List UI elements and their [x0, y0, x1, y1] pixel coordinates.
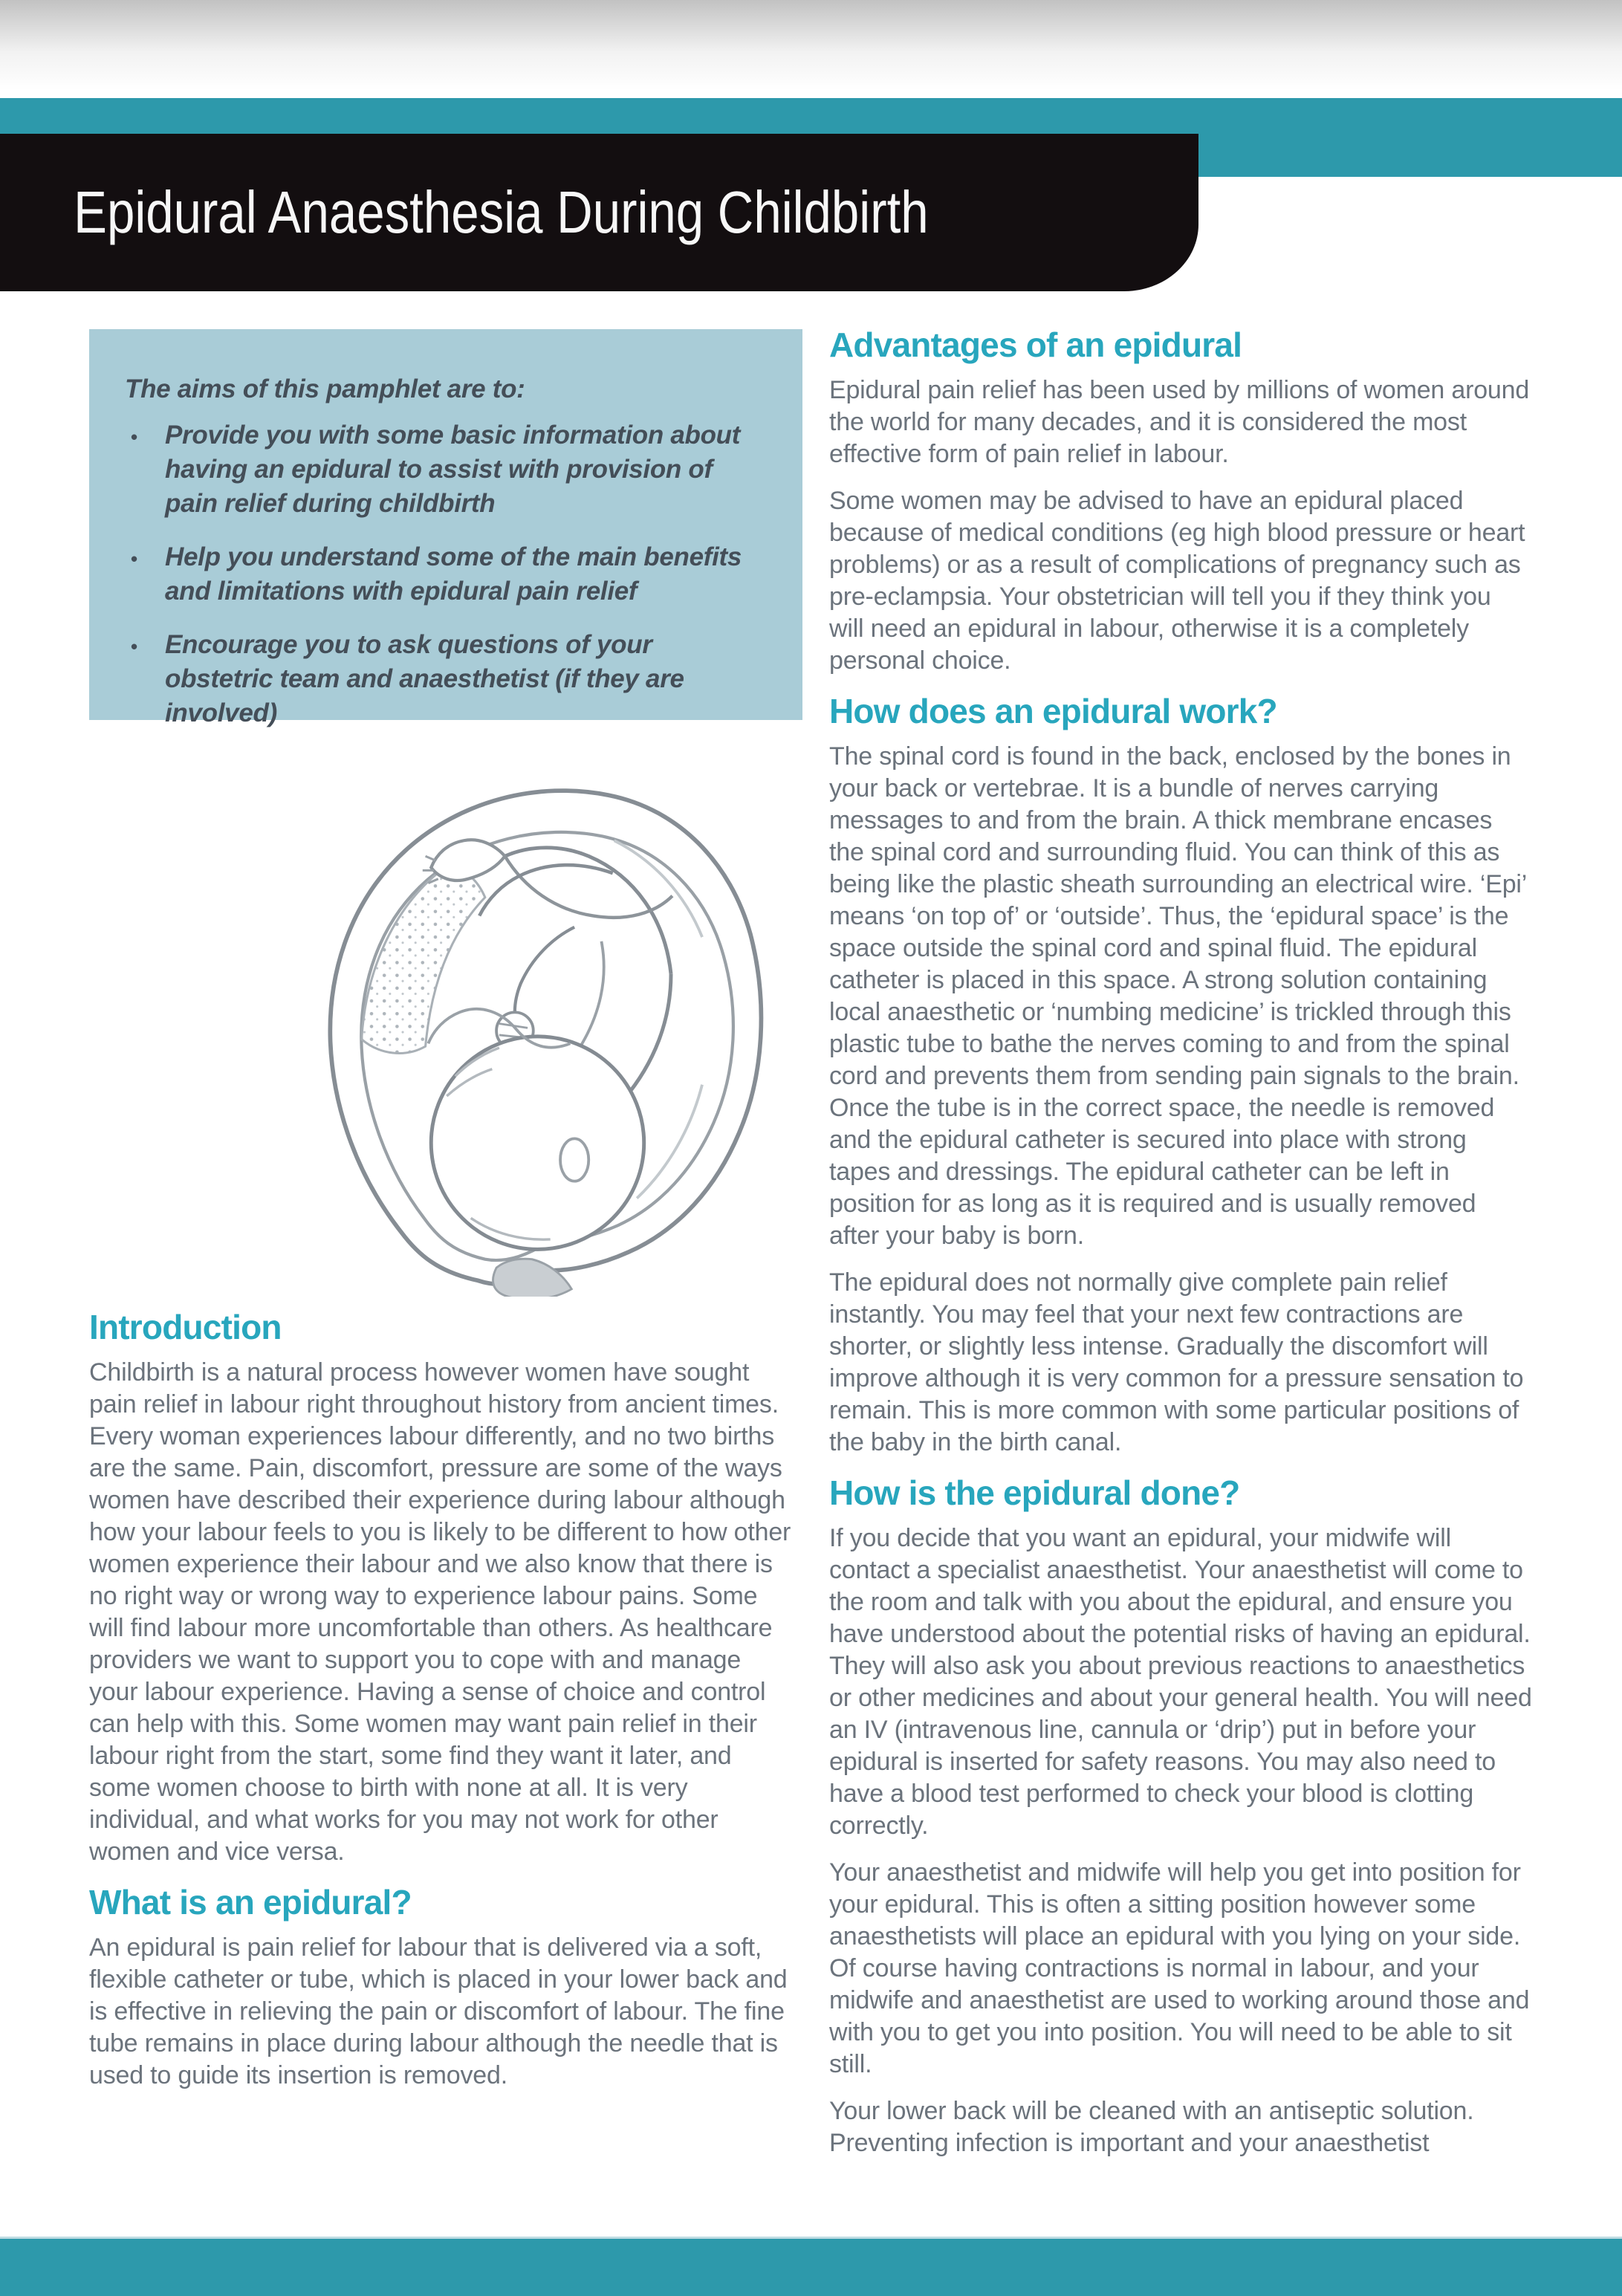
aims-bullet-item — [125, 418, 758, 521]
heading-how-does-an-epidural-work: How does an epidural work? — [829, 692, 1277, 730]
body-paragraph: If you decide that you want an epidural, your midwife will contact a specialist anaesthetist. Your anaesthetist will come to the room and talk with you about the epidural, and ensure you have understood about the potential risks of having an epidural. They will also ask you about previous reactions to anaesthetics or other medicines and about your general health. You will need an IV (intravenous line, cannula or ‘drip’) put in before your epidural is inserted for safety reasons. You may also need to have a blood test performed to check your blood is clotting correctly. — [829, 1524, 1532, 1840]
fetus-in-womb-drawing — [214, 739, 782, 1297]
body-paragraph: An epidural is pain relief for labour that is delivered via a soft, flexible catheter or tube, which is placed in your lower back and is effective in relieving the pain or discomfort of labour. The fine tube remains in place during labour although the needle that is used to guide its insertion is removed. — [89, 1933, 788, 2089]
aims-bullet-text: Encourage you to ask questions of your obstetric team and anaesthetist (if they are involved) — [165, 630, 684, 727]
fetus-illustration-figure — [214, 739, 782, 1297]
page-top-scan-gradient — [0, 0, 1622, 95]
footer-teal-bar — [0, 2237, 1622, 2296]
body-paragraph: Childbirth is a natural process however women have sought pain relief in labour right throughout history from ancient times. Every woman experiences labour differently, and no two births are the same. Pain, discomfort, pressure are some of the ways women have described their experience during labour although how your labour feels to you is likely to be different to how other women experience their labour and we also know that there is no right way or wrong way to experience labour pains. Some will find labour more uncomfortable than others. As healthcare providers we want to support you to cope with and manage your labour experience. Having a sense of choice and control can help with this. Some women may want pain relief in their labour right from the start, some find they want it later, and some women choose to birth with none at all. It is very individual, and what works for you may not work for other women and vice versa. — [89, 1358, 791, 1866]
heading-advantages-of-an-epidural: Advantages of an epidural — [829, 325, 1242, 364]
heading-what-is-an-epidural: What is an epidural? — [89, 1883, 412, 1922]
aims-intro-text: The aims of this pamphlet are to: — [125, 374, 525, 403]
aims-bullet-text: Provide you with some basic information about having an epidural to assist with provision of pain relief during childbirth — [165, 421, 741, 518]
heading-introduction: Introduction — [89, 1308, 282, 1346]
bullet-icon: • — [131, 426, 137, 448]
right-column — [829, 325, 1532, 2174]
body-paragraph: The spinal cord is found in the back, enclosed by the bones in your back or vertebrae. It is a bundle of nerves carrying messages to and from the brain. A thick membrane encases the spinal cord and surrounding fluid. You can think of this as being like the plastic sheath surrounding an electrical wire. ‘Epi’ means ‘on top of’ or ‘outside’. Thus, the ‘epidural space’ is the space outside the spinal cord and spinal fluid. The epidural catheter is placed in this space. A strong solution containing local anaesthetic or ‘numbing medicine’ is trickled through this plastic tube to bathe the nerves coming to and from the spinal cord and prevents them from sending pain signals to the brain. Once the tube is in the correct space, the needle is removed and the epidural catheter is secured into place with strong tapes and dressings. The epidural catheter can be left in position for as long as it is required and is usually removed after your baby is born. — [829, 742, 1526, 1250]
body-paragraph: Epidural pain relief has been used by millions of women around the world for many decades, and it is considered the most effective form of pain relief in labour. — [829, 376, 1530, 468]
title-banner — [0, 134, 1198, 291]
body-paragraph: Your anaesthetist and midwife will help you get into position for your epidural. This is often a sitting position however some anaesthetists will place an epidural with you lying on your side. Of course having contractions is normal in labour, and your midwife and anaesthetist are used to working around those and with you to get you into position. You will need to be able to sit still. — [829, 1858, 1530, 2078]
page-title: Epidural Anaesthesia During Childbirth — [74, 179, 929, 245]
aims-bullet-item — [125, 628, 758, 730]
body-paragraph: Your lower back will be cleaned with an antiseptic solution. Preventing infection is important and your anaesthetist — [829, 2097, 1474, 2157]
body-paragraph: Some women may be advised to have an epidural placed because of medical conditions (eg high blood pressure or heart problems) or as a result of complications of pregnancy such as pre-eclampsia. Your obstetrician will tell you if they think you will need an epidural in labour, otherwise it is a completely personal choice. — [829, 487, 1525, 675]
body-paragraph: The epidural does not normally give complete pain relief instantly. You may feel that your next few contractions are shorter, or slightly less intense. Gradually the discomfort will improve although it is very common for a pressure sensation to remain. This is more common with some particular positions of the baby in the birth canal. — [829, 1268, 1524, 1456]
aims-bullet-text: Help you understand some of the main benefits and limitations with epidural pain relief — [165, 542, 742, 606]
heading-how-is-the-epidural-done: How is the epidural done? — [829, 1473, 1240, 1512]
bullet-icon: • — [131, 635, 137, 658]
bullet-icon: • — [131, 548, 137, 570]
aims-bullet-item — [125, 540, 758, 609]
left-column — [89, 1308, 794, 2107]
aims-callout-box — [89, 329, 802, 727]
